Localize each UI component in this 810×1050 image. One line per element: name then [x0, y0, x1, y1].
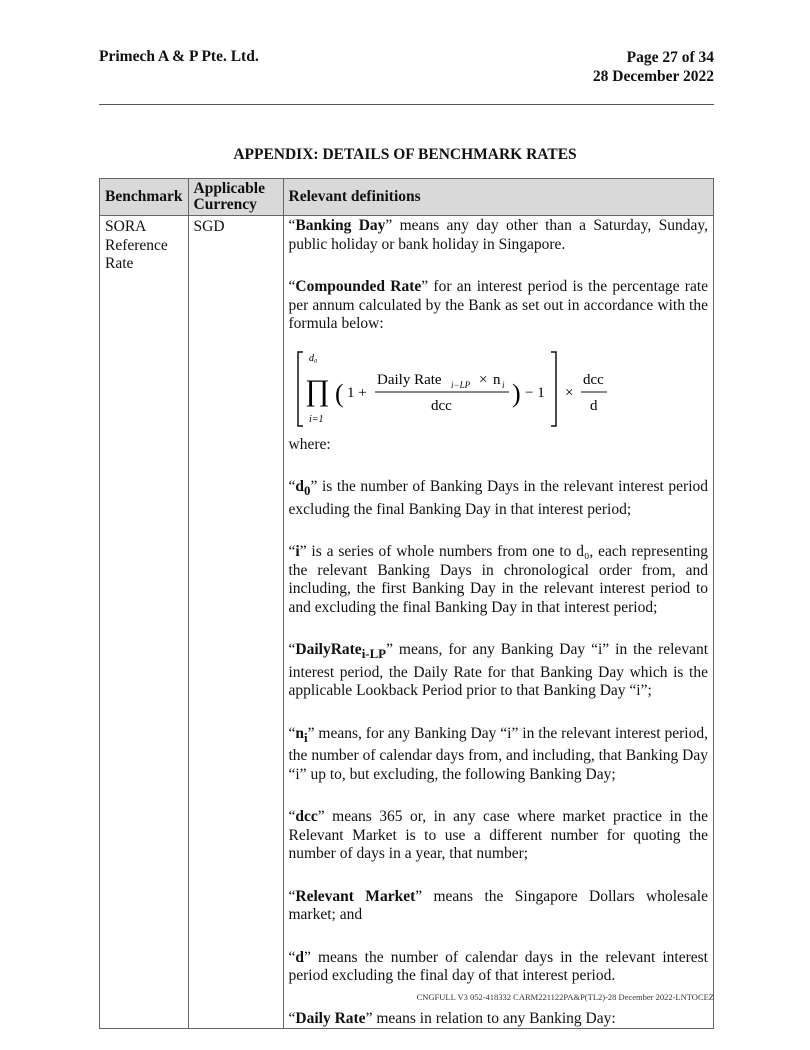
term: Daily Rate: [295, 1009, 366, 1027]
close-paren: ): [511, 378, 521, 408]
benchmark-cell: SORA Reference Rate: [100, 216, 189, 1029]
product-lower: i=1: [308, 413, 324, 425]
definition: “i” is a series of whole numbers from one to d₀, each representing the relevant Banking Days in chronological order from, and including, the first Banking Day in the relevant interest period to and excluding the final Banking Day in that interest period;: [288, 543, 708, 616]
product-upper: d₀: [308, 352, 317, 364]
definition-text: ” means 365 or, in any case where market practice in the Relevant Market is to use a different number for quoting the number of days in a year, that number;: [288, 808, 708, 863]
column-header: Relevant definitions: [283, 179, 714, 216]
n-symbol: n: [492, 371, 500, 388]
term: [295, 641, 387, 662]
currency-cell: SGD: [188, 216, 283, 1029]
one-plus: 1 +: [346, 384, 367, 401]
term: dcc: [295, 808, 318, 826]
document-date: 28 December 2022: [592, 68, 714, 85]
product-symbol: ∏: [304, 373, 330, 407]
column-header: Benchmark: [100, 179, 189, 216]
benchmark-table: [99, 178, 714, 1029]
definition-text: ” means the number of calendar days in the relevant interest period excluding the final day of that interest period.: [288, 948, 708, 985]
term-text: DailyRate: [295, 641, 362, 659]
definition-text: ” for an interest period is the percentage rate per annum calculated by the Bank as set out in accordance with the formula below:: [288, 278, 709, 332]
definition-text: ” means the Singapore Dollars wholesale market; and: [288, 887, 708, 924]
frac2-numerator: dcc: [582, 371, 604, 388]
definition-text: ” means any day other than a Saturday, Sunday, public holiday or bank holiday in Singapore.: [288, 217, 709, 253]
term-sub: i: [304, 729, 308, 745]
term: d: [295, 948, 305, 966]
frac2-denominator: d: [589, 397, 597, 414]
definitions-cell: [283, 216, 714, 1029]
where-label: where:: [288, 435, 331, 453]
company-name: Primech A & P Pte. Ltd.: [99, 48, 259, 65]
term-sub: 0: [304, 483, 311, 499]
appendix-title: APPENDIX: DETAILS OF BENCHMARK RATES: [233, 146, 577, 163]
term: Compounded Rate: [295, 278, 422, 295]
table-row: [100, 216, 714, 1029]
footer-reference: CNGFULL V3 052-418332 CARM221122PA&P(TL2)-28 December 2022-LNTOCEZ: [416, 992, 714, 1002]
compounded-rate-formula: [295, 350, 709, 425]
term-text: d: [295, 478, 305, 495]
page-info: [593, 48, 714, 86]
denominator: dcc: [430, 397, 452, 414]
n-sub: i: [501, 379, 505, 390]
definition-text: ” is a series of whole numbers from one to d₀, each representing the relevant Banking Days in chronological order from, and including, the first Banking Day in the relevant interest period to and excluding the final Banking Day in that interest period;: [288, 543, 708, 616]
definition: “DailyRate$_{i-LP}$” means, for any Banking Day “i” in the relevant interest period, the Daily Rate for that Banking Day which is the applicable Lookback Period prior to that Banking Day “i”;: [288, 641, 708, 700]
column-header: Applicable Currency: [188, 179, 283, 216]
definition: “Compounded Rate” for an interest period is the percentage rate per annum calculated by the Bank as set out in accordance with the formula below:: [288, 278, 709, 332]
minus-one: − 1: [524, 384, 545, 401]
term: [295, 478, 311, 499]
times2: ×: [564, 384, 573, 401]
times: ×: [478, 371, 487, 388]
header-divider: [99, 104, 714, 105]
definition: “dcc” means 365 or, in any case where market practice in the Relevant Market is to use a different number for quoting the number of days in a year, that number;: [288, 808, 708, 863]
term: [295, 724, 308, 745]
table-header-row: [100, 179, 714, 216]
definition-text: ” means, for any Banking Day “i” in the relevant interest period, the Daily Rate for that Banking Day which is the applicable Lookback Period prior to that Banking Day “i”;: [288, 641, 708, 700]
definition-text: ” is the number of Banking Days in the relevant interest period excluding the final Banking Day in that interest period;: [288, 478, 708, 518]
page-number: Page 27 of 34: [626, 49, 714, 66]
numerator-sub: i−LP: [450, 379, 470, 390]
term-text: n: [295, 724, 305, 742]
definition: “Banking Day” means any day other than a Saturday, Sunday, public holiday or bank holiday in Singapore.: [288, 217, 709, 253]
definition-text: ” means in relation to any Banking Day:: [365, 1009, 616, 1027]
definition: “Relevant Market” means the Singapore Dollars wholesale market; and: [288, 887, 708, 924]
definition-text: ” means, for any Banking Day “i” in the relevant interest period, the number of calendar days from, and including, that Banking Day “i” up to, but excluding, the following Banking Day;: [288, 724, 708, 783]
definition: “$n_i$” means, for any Banking Day “i” in the relevant interest period, the number of calendar days from, and including, that Banking Day “i” up to, but excluding, the following Banking Day;: [288, 724, 708, 783]
definition: “$d_0$” is the number of Banking Days in the relevant interest period excluding the final Banking Day in that interest period;: [288, 478, 708, 518]
definition: “Daily Rate” means in relation to any Banking Day:: [288, 1009, 616, 1027]
open-paren: (: [334, 378, 344, 408]
numerator: Daily Rate: [376, 371, 442, 388]
term: Relevant Market: [295, 887, 416, 905]
term-sub: i-LP: [361, 646, 387, 662]
left-bracket: [298, 352, 303, 426]
right-bracket: [551, 352, 556, 426]
term: i: [295, 543, 300, 561]
term: Banking Day: [295, 217, 386, 234]
definition: “d” means the number of calendar days in the relevant interest period excluding the final day of that interest period.: [288, 948, 708, 985]
